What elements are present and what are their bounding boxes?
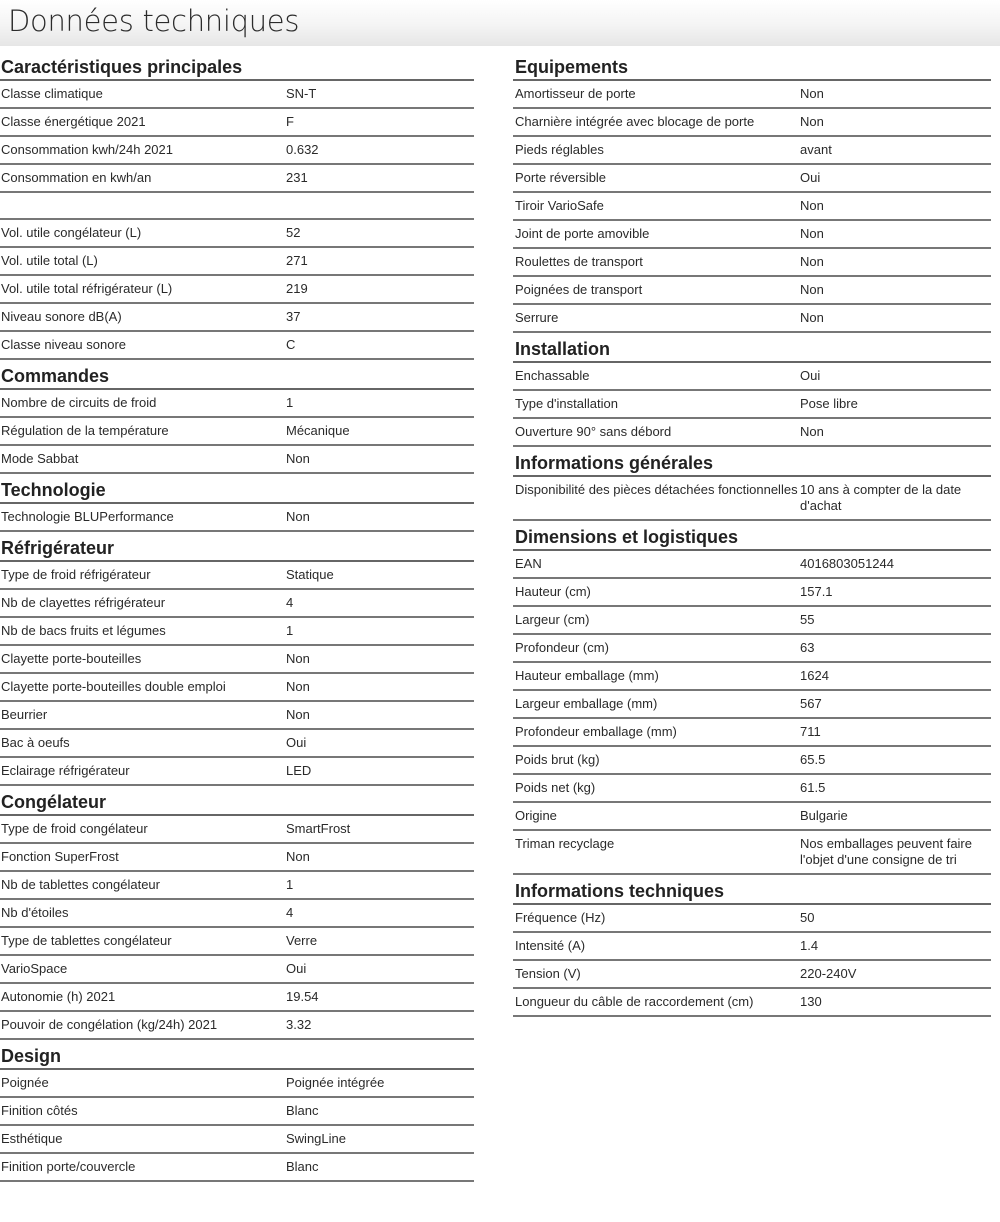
spec-value: 1 <box>286 877 294 893</box>
spec-label: Consommation en kwh/an <box>1 170 152 185</box>
spec-section-congelateur <box>0 790 474 1040</box>
spec-value: 19.54 <box>286 989 319 1005</box>
spec-value: 1624 <box>800 668 829 683</box>
spec-label: Roulettes de transport <box>515 254 643 269</box>
section-title: Congélateur <box>0 790 474 816</box>
spec-value: Nos emballages peuvent faire l'objet d'une consigne de tri <box>800 836 972 867</box>
spec-value: Verre <box>286 933 318 949</box>
spec-section-dimensions-et-logistiques <box>513 525 991 875</box>
spec-label: Nb d'étoiles <box>1 905 69 921</box>
spec-label: Profondeur emballage (mm) <box>515 724 677 739</box>
spec-label: Clayette porte-bouteilles double emploi <box>1 679 226 695</box>
spec-row <box>0 248 474 276</box>
spec-label: Tension (V) <box>515 966 581 981</box>
spec-label: Autonomie (h) 2021 <box>1 989 116 1005</box>
spec-section-informations-generales <box>513 451 991 521</box>
spec-value: 55 <box>800 612 815 627</box>
spec-label: Fonction SuperFrost <box>1 849 119 865</box>
spec-label: Longueur du câble de raccordement (cm) <box>515 994 754 1009</box>
spec-label: Fréquence (Hz) <box>515 910 606 925</box>
spec-value: Non <box>800 282 824 297</box>
spec-value: Non <box>800 198 824 213</box>
section-title: Réfrigérateur <box>0 536 474 562</box>
spec-value: SmartFrost <box>286 821 351 837</box>
spec-value: Oui <box>800 368 821 383</box>
spec-label: Largeur (cm) <box>515 612 590 627</box>
spec-row <box>0 137 474 165</box>
spec-value: Oui <box>286 961 307 977</box>
spec-value: Non <box>800 114 824 129</box>
spec-label: Joint de porte amovible <box>515 226 650 241</box>
spec-section-equipements <box>513 55 991 333</box>
spec-label: Nb de tablettes congélateur <box>1 877 160 893</box>
spec-value: Non <box>800 424 824 439</box>
spec-label: Nombre de circuits de froid <box>1 395 157 411</box>
spec-row <box>0 1012 474 1040</box>
spec-section-commandes <box>0 364 474 474</box>
spec-value: Pose libre <box>800 396 858 411</box>
spec-label: Mode Sabbat <box>1 451 79 467</box>
spec-label: Classe énergétique 2021 <box>1 114 146 129</box>
spec-row <box>0 1098 474 1126</box>
spec-value: 0.632 <box>286 142 319 157</box>
spec-label: Profondeur (cm) <box>515 640 609 655</box>
spec-value: 4 <box>286 905 294 921</box>
spec-row <box>0 446 474 474</box>
section-title: Installation <box>513 337 991 363</box>
right-column <box>513 55 991 1017</box>
spec-row <box>0 702 474 730</box>
spec-row <box>0 165 474 193</box>
spec-label: Type de froid congélateur <box>1 821 148 837</box>
spec-row <box>0 1070 474 1098</box>
spec-row <box>513 691 991 719</box>
spec-row <box>513 391 991 419</box>
spec-row <box>513 831 991 875</box>
spec-value: 1 <box>286 395 294 411</box>
spec-value: Blanc <box>286 1159 319 1175</box>
spec-value: Non <box>800 310 824 325</box>
spec-row <box>513 747 991 775</box>
spec-row <box>0 276 474 304</box>
spec-value: 1.4 <box>800 938 819 953</box>
spec-row <box>0 872 474 900</box>
spec-label: Niveau sonore dB(A) <box>1 309 122 325</box>
spec-row <box>513 193 991 221</box>
spec-row <box>0 1154 474 1182</box>
spec-label: Disponibilité des pièces détachées fonctionnelles <box>515 482 798 497</box>
spec-row <box>0 562 474 590</box>
spec-row <box>513 719 991 747</box>
spec-value: Statique <box>286 567 334 583</box>
section-title: Technologie <box>0 478 474 504</box>
spec-value: Oui <box>286 735 307 751</box>
spec-row <box>513 109 991 137</box>
spec-row <box>513 249 991 277</box>
spec-label: Triman recyclage <box>515 836 615 851</box>
spec-row <box>513 635 991 663</box>
spec-label: Poignées de transport <box>515 282 643 297</box>
spec-label: Enchassable <box>515 368 590 383</box>
spec-row <box>513 477 991 521</box>
spec-value: 271 <box>286 253 308 269</box>
spec-label: Origine <box>515 808 557 823</box>
spec-value: C <box>286 337 296 353</box>
spec-label: Poignée <box>1 1075 49 1091</box>
spec-label: Finition porte/couvercle <box>1 1159 136 1175</box>
spec-row <box>0 674 474 702</box>
spec-row <box>513 579 991 607</box>
spec-row <box>0 1126 474 1154</box>
spec-value: 10 ans à compter de la date d'achat <box>800 482 962 513</box>
spec-row <box>513 363 991 391</box>
spec-row <box>513 165 991 193</box>
spec-row <box>513 775 991 803</box>
spec-value: avant <box>800 142 832 157</box>
spec-row <box>513 803 991 831</box>
spec-value: Oui <box>800 170 821 185</box>
spec-value: Non <box>286 707 310 723</box>
spec-label: Nb de clayettes réfrigérateur <box>1 595 166 611</box>
left-column <box>0 55 474 1182</box>
spec-label: Amortisseur de porte <box>515 86 636 101</box>
spec-value: Non <box>286 509 310 525</box>
spec-row <box>513 305 991 333</box>
spec-value: Non <box>286 451 310 467</box>
spec-value: 4016803051244 <box>800 556 894 571</box>
spec-value: 567 <box>800 696 822 711</box>
spec-row <box>0 390 474 418</box>
spec-label: Tiroir VarioSafe <box>515 198 604 213</box>
spec-label: Ouverture 90° sans débord <box>515 424 672 439</box>
spec-row <box>0 504 474 532</box>
spec-label: Eclairage réfrigérateur <box>1 763 130 779</box>
spec-label: EAN <box>515 556 542 571</box>
spec-value: 3.32 <box>286 1017 312 1033</box>
spec-value: Mécanique <box>286 423 350 439</box>
spec-row <box>513 551 991 579</box>
spec-label: Intensité (A) <box>515 938 586 953</box>
spec-value: SwingLine <box>286 1131 346 1147</box>
spec-label: Technologie BLUPerformance <box>1 509 174 525</box>
spec-row <box>0 646 474 674</box>
spec-label: VarioSpace <box>1 961 68 977</box>
spec-value: 65.5 <box>800 752 826 767</box>
spec-label: Serrure <box>515 310 559 325</box>
spec-value: 219 <box>286 281 308 297</box>
spec-row <box>513 419 991 447</box>
spec-label: Largeur emballage (mm) <box>515 696 658 711</box>
spec-label: Finition côtés <box>1 1103 78 1119</box>
spec-label: Type de tablettes congélateur <box>1 933 172 949</box>
spec-row <box>0 618 474 646</box>
spec-row <box>0 758 474 786</box>
spec-label: Vol. utile congélateur (L) <box>1 225 142 241</box>
spec-value: Non <box>286 679 310 695</box>
section-title: Informations techniques <box>513 879 991 905</box>
spec-label: Beurrier <box>1 707 48 723</box>
section-title: Design <box>0 1044 474 1070</box>
spec-label: Régulation de la température <box>1 423 169 439</box>
spec-value <box>286 198 474 213</box>
section-title: Equipements <box>513 55 991 81</box>
spec-label: Vol. utile total (L) <box>1 253 98 269</box>
spec-value: 130 <box>800 994 822 1009</box>
spec-label: Hauteur emballage (mm) <box>515 668 659 683</box>
spec-row <box>513 137 991 165</box>
spec-row <box>0 81 474 109</box>
spec-row <box>0 928 474 956</box>
spec-row <box>513 607 991 635</box>
spec-row <box>0 418 474 446</box>
spec-value: Non <box>286 849 310 865</box>
spec-value: Non <box>800 226 824 241</box>
spec-label: Charnière intégrée avec blocage de porte <box>515 114 755 129</box>
spec-value: 157.1 <box>800 584 833 599</box>
spec-label: Bac à oeufs <box>1 735 70 751</box>
section-title: Dimensions et logistiques <box>513 525 991 551</box>
spec-row <box>0 816 474 844</box>
spec-label: Poids brut (kg) <box>515 752 600 767</box>
spec-row <box>513 81 991 109</box>
spec-row <box>0 304 474 332</box>
spec-value: Non <box>800 254 824 269</box>
spec-label: Pouvoir de congélation (kg/24h) 2021 <box>1 1017 218 1033</box>
spec-label: Type d'installation <box>515 396 618 411</box>
spec-row <box>0 900 474 928</box>
spec-value: Bulgarie <box>800 808 848 823</box>
spec-section-design <box>0 1044 474 1182</box>
spec-label: Classe niveau sonore <box>1 337 127 353</box>
spec-row <box>513 933 991 961</box>
spec-section-technologie <box>0 478 474 532</box>
spec-value: 231 <box>286 170 308 185</box>
spec-section-informations-techniques <box>513 879 991 1017</box>
spec-row <box>513 989 991 1017</box>
section-title: Caractéristiques principales <box>0 55 474 81</box>
spec-value: 1 <box>286 623 294 639</box>
spec-label: Nb de bacs fruits et légumes <box>1 623 166 639</box>
spec-row <box>0 590 474 618</box>
spec-label: Vol. utile total réfrigérateur (L) <box>1 281 173 297</box>
spec-label: Pieds réglables <box>515 142 604 157</box>
spec-row <box>0 332 474 360</box>
spec-label: Classe climatique <box>1 86 103 101</box>
spec-label: Type de froid réfrigérateur <box>1 567 151 583</box>
spec-label: Esthétique <box>1 1131 63 1147</box>
page-title: Données techniques <box>8 4 300 38</box>
spec-row <box>0 193 474 220</box>
spec-row <box>513 961 991 989</box>
spec-row <box>0 956 474 984</box>
spec-value: 52 <box>286 225 301 241</box>
spec-value: Non <box>800 86 824 101</box>
spec-value: Non <box>286 651 310 667</box>
spec-value: 37 <box>286 309 301 325</box>
spec-row <box>513 277 991 305</box>
spec-label: Consommation kwh/24h 2021 <box>1 142 173 157</box>
spec-value: SN-T <box>286 86 317 101</box>
spec-value: 50 <box>800 910 815 925</box>
page-header <box>0 0 1000 46</box>
spec-row <box>0 220 474 248</box>
spec-value: Poignée intégrée <box>286 1075 385 1091</box>
spec-value: 711 <box>800 724 821 739</box>
spec-value: LED <box>286 763 312 779</box>
spec-value: Blanc <box>286 1103 319 1119</box>
spec-section-caracteristiques-principales <box>0 55 474 360</box>
spec-label <box>0 198 286 213</box>
spec-value: 4 <box>286 595 294 611</box>
spec-label: Hauteur (cm) <box>515 584 591 599</box>
spec-label: Poids net (kg) <box>515 780 596 795</box>
spec-row <box>0 730 474 758</box>
spec-label: Clayette porte-bouteilles <box>1 651 142 667</box>
section-title: Informations générales <box>513 451 991 477</box>
section-title: Commandes <box>0 364 474 390</box>
spec-value: 220-240V <box>800 966 857 981</box>
spec-value: F <box>286 114 294 129</box>
spec-row <box>0 109 474 137</box>
spec-value: 61.5 <box>800 780 826 795</box>
spec-row <box>513 221 991 249</box>
spec-row <box>0 844 474 872</box>
spec-label: Porte réversible <box>515 170 607 185</box>
spec-value: 63 <box>800 640 815 655</box>
spec-row <box>0 984 474 1012</box>
spec-section-refrigerateur <box>0 536 474 786</box>
spec-section-installation <box>513 337 991 447</box>
spec-row <box>513 663 991 691</box>
spec-row <box>513 905 991 933</box>
